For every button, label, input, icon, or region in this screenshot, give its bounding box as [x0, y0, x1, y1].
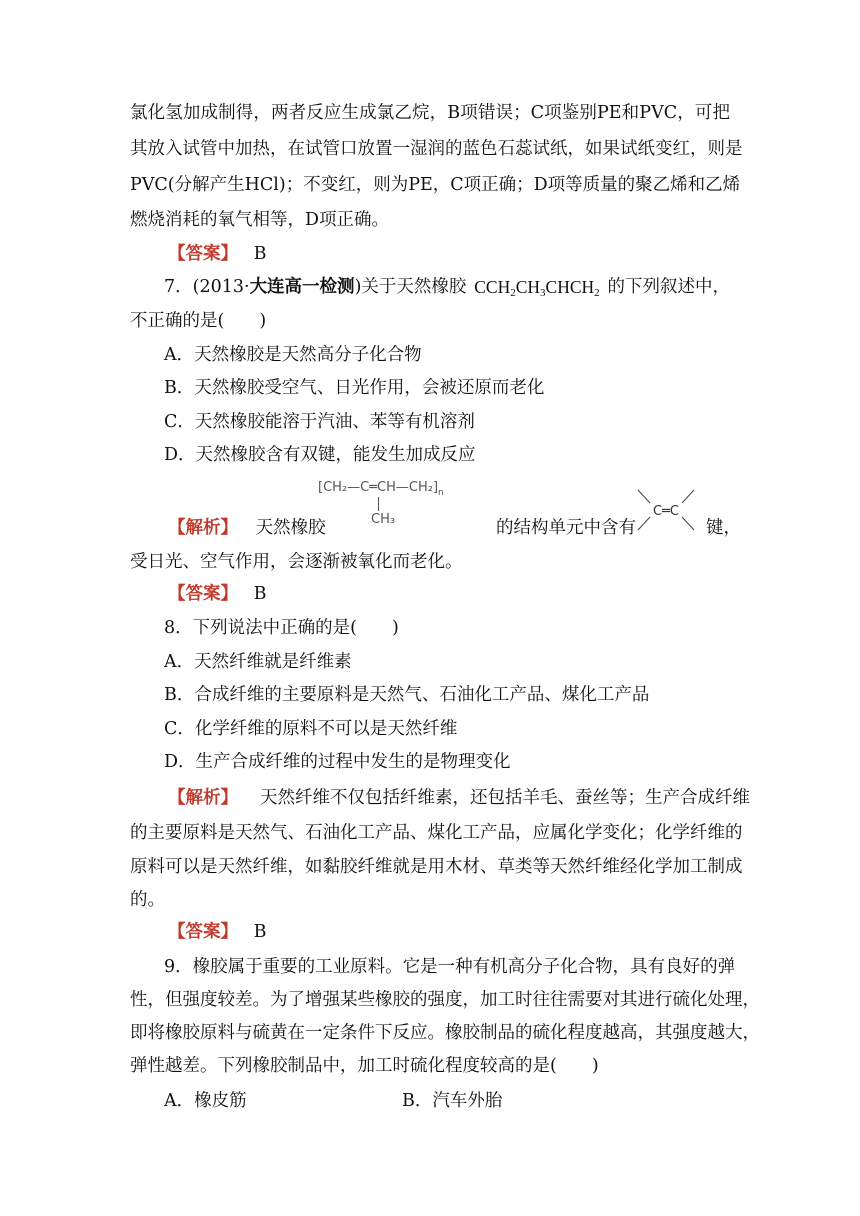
- question-8-stem: 8．下列说法中正确的是( ): [164, 618, 399, 638]
- question-9-stem: 9．橡胶属于重要的工业原料。它是一种有机高分子化合物，具有良好的弹: [164, 957, 736, 977]
- text-line: 氯化氢加成制得，两者反应生成氯乙烷，B项错误；C项鉴别PE和PVC，可把: [130, 103, 730, 123]
- option-d: D．天然橡胶含有双键，能发生加成反应: [164, 445, 476, 465]
- analysis-text: 天然纤维不仅包括纤维素，还包括羊毛、蚕丝等；生产合成纤维: [260, 788, 750, 808]
- question-source: 大连高一检测: [249, 277, 355, 297]
- question-9-stem: 弹性越差。下列橡胶制品中，加工时硫化程度较高的是( ): [130, 1056, 599, 1076]
- double-bond-diagram: [628, 486, 704, 538]
- analysis-text: 的。: [130, 890, 165, 910]
- structural-formula: $[CH_2—C═CH—CH_2]_n$: [318, 480, 444, 498]
- analysis-text: 键，: [706, 518, 741, 538]
- answer-row: [168, 582, 266, 606]
- answer-value: B: [253, 584, 267, 604]
- answer-label: 【答案】: [168, 922, 238, 942]
- analysis-text: 的主要原料是天然气、石油化工产品、煤化工产品，应属化学变化；化学纤维的: [130, 823, 743, 843]
- answer-label: 【答案】: [168, 244, 238, 264]
- answer-row: [168, 920, 266, 944]
- analysis-label: 【解析】: [168, 788, 238, 808]
- text-line: 燃烧消耗的氧气相等，D项正确。: [130, 210, 390, 230]
- question-9-stem: 性，但强度较差。为了增强某些橡胶的强度，加工时往往需要对其进行硫化处理，: [130, 990, 760, 1010]
- option-a: A．天然纤维就是纤维素: [164, 652, 352, 672]
- rubber-formula: $CCH_2CH_3CHCH_2$: [474, 277, 600, 299]
- option-c: C．化学纤维的原料不可以是天然纤维: [164, 719, 458, 739]
- question-7-stem: [164, 275, 730, 305]
- analysis-row: [168, 786, 750, 810]
- analysis-label: 【解析】: [168, 518, 238, 538]
- option-a: A．橡皮筋: [164, 1091, 247, 1111]
- question-9-stem: 即将橡胶原料与硫黄在一定条件下反应。橡胶制品的硫化程度越高，其强度越大，: [130, 1023, 760, 1043]
- option-a: A．天然橡胶是天然高分子化合物: [164, 345, 422, 365]
- text-line: 其放入试管中加热，在试管口放置一湿润的蓝色石蕊试纸，如果试纸变红，则是: [130, 139, 743, 159]
- option-b: B．合成纤维的主要原料是天然气、石油化工产品、煤化工产品: [164, 685, 650, 705]
- analysis-row: [168, 516, 326, 540]
- analysis-text: 原料可以是天然纤维，如黏胶纤维就是用木材、草类等天然纤维经化学加工制成: [130, 857, 743, 877]
- text-line: PVC(分解产生HCl)；不变红，则为PE，C项正确；D项等质量的聚乙烯和乙烯: [130, 175, 741, 195]
- formula-bond-line: [378, 497, 379, 511]
- answer-label: 【答案】: [168, 584, 238, 604]
- option-b: B．天然橡胶受空气、日光作用，会被还原而老化: [164, 378, 545, 398]
- option-d: D．生产合成纤维的过程中发生的是物理变化: [164, 752, 511, 772]
- option-c: C．天然橡胶能溶于汽油、苯等有机溶剂: [164, 412, 475, 432]
- answer-value: B: [253, 244, 267, 264]
- question-7-stem-line2: 不正确的是( ): [130, 311, 267, 331]
- answer-row: [168, 242, 266, 266]
- option-b: B．汽车外胎: [402, 1091, 503, 1111]
- analysis-text: 天然橡胶: [255, 518, 326, 538]
- analysis-text: 受日光、空气作用，会逐渐被氧化而老化。: [130, 552, 463, 572]
- double-bond-label: C═C: [653, 504, 679, 519]
- stem-part: 7．(2013·大连高一检测)关于天然橡胶: [164, 277, 467, 297]
- analysis-text: 的结构单元中含有: [496, 518, 636, 538]
- stem-part: 的下列叙述中，: [607, 277, 730, 297]
- answer-value: B: [253, 922, 267, 942]
- formula-branch: CH₃: [371, 512, 396, 527]
